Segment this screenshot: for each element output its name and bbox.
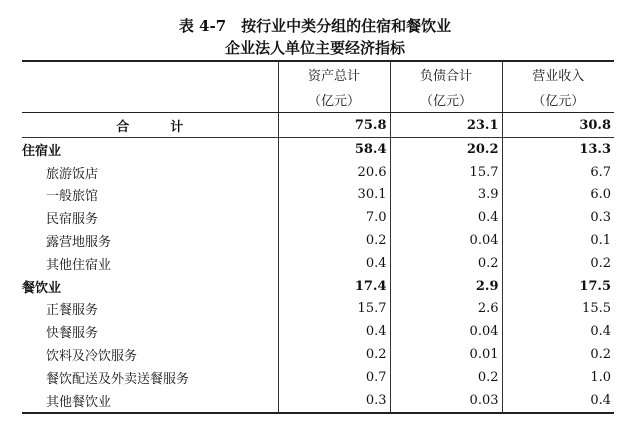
row-label: 饮料及冷饮服务 bbox=[46, 349, 138, 365]
cell-assets: 17.4 bbox=[278, 275, 390, 298]
cell-liabilities: 2.6 bbox=[390, 298, 502, 321]
table-title-line-2: 企业法人单位主要经济指标 bbox=[224, 39, 405, 57]
cell-liabilities: 0.4 bbox=[390, 206, 502, 229]
cell-liabilities: 3.9 bbox=[390, 184, 502, 207]
table-row bbox=[22, 161, 614, 184]
cell-liabilities: 0.01 bbox=[390, 343, 502, 366]
table-header bbox=[22, 61, 614, 113]
row-label: 快餐服务 bbox=[46, 326, 99, 342]
cell-revenue: 0.4 bbox=[502, 389, 614, 413]
table-row bbox=[22, 206, 614, 229]
cell-assets: 75.8 bbox=[278, 113, 390, 138]
row-label: 旅游饭店 bbox=[46, 166, 99, 182]
row-label: 露营地服务 bbox=[46, 235, 112, 251]
row-label: 住宿业 bbox=[22, 143, 62, 159]
cell-assets: 7.0 bbox=[278, 206, 390, 229]
cell-assets: 0.3 bbox=[278, 389, 390, 413]
cell-assets: 0.4 bbox=[278, 252, 390, 275]
table-row bbox=[22, 252, 614, 275]
cell-assets: 0.2 bbox=[278, 343, 390, 366]
table-row bbox=[22, 343, 614, 366]
column-header-assets: 资产总计 bbox=[278, 61, 390, 86]
economic-indicators-table bbox=[22, 60, 614, 414]
table-row bbox=[22, 184, 614, 207]
cell-liabilities: 0.04 bbox=[390, 320, 502, 343]
cell-liabilities: 23.1 bbox=[390, 113, 502, 138]
cell-assets: 15.7 bbox=[278, 298, 390, 321]
cell-revenue: 0.2 bbox=[502, 343, 614, 366]
header-blank bbox=[22, 61, 278, 86]
table-title-line-1: 表 4-7 按行业中类分组的住宿和餐饮业 bbox=[178, 17, 452, 35]
table-row-total bbox=[22, 113, 614, 138]
cell-liabilities: 0.04 bbox=[390, 229, 502, 252]
cell-assets: 0.2 bbox=[278, 229, 390, 252]
cell-assets: 20.6 bbox=[278, 161, 390, 184]
table-row-category bbox=[22, 275, 614, 298]
cell-liabilities: 0.2 bbox=[390, 366, 502, 389]
cell-revenue: 15.5 bbox=[502, 298, 614, 321]
cell-liabilities: 0.03 bbox=[390, 389, 502, 413]
row-label: 民宿服务 bbox=[46, 212, 99, 228]
cell-assets: 58.4 bbox=[278, 138, 390, 161]
cell-revenue: 17.5 bbox=[502, 275, 614, 298]
table-body bbox=[22, 113, 614, 413]
cell-revenue: 0.1 bbox=[502, 229, 614, 252]
cell-liabilities: 0.2 bbox=[390, 252, 502, 275]
cell-assets: 0.4 bbox=[278, 320, 390, 343]
row-label: 一般旅馆 bbox=[46, 189, 99, 205]
table-row-category bbox=[22, 138, 614, 161]
cell-liabilities: 2.9 bbox=[390, 275, 502, 298]
row-label: 其他住宿业 bbox=[46, 257, 112, 273]
cell-revenue: 30.8 bbox=[502, 113, 614, 138]
table-row bbox=[22, 366, 614, 389]
table-row bbox=[22, 320, 614, 343]
row-label: 餐饮业 bbox=[22, 280, 62, 296]
cell-assets: 30.1 bbox=[278, 184, 390, 207]
cell-revenue: 6.0 bbox=[502, 184, 614, 207]
header-blank bbox=[22, 86, 278, 113]
cell-revenue: 0.3 bbox=[502, 206, 614, 229]
table-row bbox=[22, 389, 614, 413]
row-label: 餐饮配送及外卖送餐服务 bbox=[46, 371, 190, 387]
cell-revenue: 0.2 bbox=[502, 252, 614, 275]
column-header-revenue: 营业收入 bbox=[502, 61, 614, 86]
row-label: 合 计 bbox=[22, 113, 278, 138]
table-row bbox=[22, 229, 614, 252]
cell-revenue: 0.4 bbox=[502, 320, 614, 343]
column-unit-revenue: （亿元） bbox=[502, 86, 614, 113]
column-header-liabilities: 负债合计 bbox=[390, 61, 502, 86]
row-label: 其他餐饮业 bbox=[22, 389, 278, 413]
table-row bbox=[22, 298, 614, 321]
cell-revenue: 1.0 bbox=[502, 366, 614, 389]
row-label: 正餐服务 bbox=[46, 303, 99, 319]
cell-revenue: 6.7 bbox=[502, 161, 614, 184]
column-unit-liabilities: （亿元） bbox=[390, 86, 502, 113]
cell-assets: 0.7 bbox=[278, 366, 390, 389]
column-unit-assets: （亿元） bbox=[278, 86, 390, 113]
cell-revenue: 13.3 bbox=[502, 138, 614, 161]
cell-liabilities: 15.7 bbox=[390, 161, 502, 184]
cell-liabilities: 20.2 bbox=[390, 138, 502, 161]
